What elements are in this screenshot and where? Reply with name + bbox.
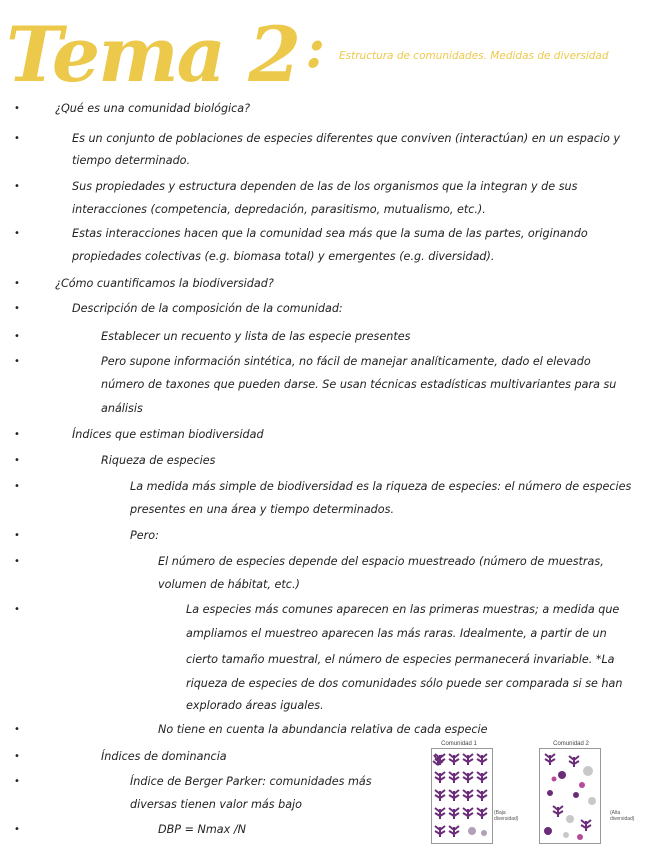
text-line: Estas interacciones hacen que la comunidad sea más que la suma de las partes, originando xyxy=(72,227,588,240)
community-2-title: Comunidad 2 xyxy=(553,741,589,747)
bullet: • xyxy=(14,530,20,541)
page-subtitle: Estructura de comunidades. Medidas de diversidad xyxy=(339,50,609,62)
bullet: • xyxy=(14,481,20,492)
text-line: DBP = Nmax /N xyxy=(158,823,246,836)
text-line: ampliamos el muestreo aparecen las más raras. Idealmente, a partir de un xyxy=(186,627,607,640)
bullet: • xyxy=(14,556,20,567)
text-line: Pero: xyxy=(130,529,159,542)
community-2-plants xyxy=(540,749,600,843)
bullet: • xyxy=(14,303,20,314)
bullet: • xyxy=(14,724,20,735)
text-line: Sus propiedades y estructura dependen de las de los organismos que la integran y de sus xyxy=(72,180,578,193)
text-line: presentes en una área y tiempo determinados. xyxy=(130,503,395,516)
text-line: Es un conjunto de poblaciones de especies diferentes que conviven (interactúan) en un espacio y xyxy=(72,132,620,145)
community-1-title: Comunidad 1 xyxy=(441,741,477,747)
bullet: • xyxy=(14,103,20,114)
bullet: • xyxy=(14,429,20,440)
text-line: El número de especies depende del espacio muestreado (número de muestras, xyxy=(158,555,604,568)
bullet: • xyxy=(14,228,20,239)
text-line: ¿Qué es una comunidad biológica? xyxy=(55,102,251,115)
bullet: • xyxy=(14,824,20,835)
text-line: Índice de Berger Parker: comunidades más xyxy=(130,775,372,788)
page-title: Tema 2 : xyxy=(6,10,324,99)
text-line: Establecer un recuento y lista de las especie presentes xyxy=(101,330,411,343)
text-line: análisis xyxy=(101,402,143,415)
text-line: Pero supone información sintética, no fácil de manejar analíticamente, dado el elevado xyxy=(101,355,591,368)
community-2-label: (Alta diversidad) xyxy=(610,810,635,822)
bullet: • xyxy=(14,604,20,615)
community-1-label: (Baja diversidad) xyxy=(494,810,519,822)
text-line: Índices de dominancia xyxy=(101,750,227,763)
text-line: Índices que estiman biodiversidad xyxy=(72,428,264,441)
text-line: La especies más comunes aparecen en las primeras muestras; a medida que xyxy=(186,603,620,616)
text-line: explorado áreas iguales. xyxy=(186,699,324,712)
text-line: cierto tamaño muestral, el número de especies permanecerá invariable. *La xyxy=(186,653,615,666)
bullet: • xyxy=(14,278,20,289)
text-line: interacciones (competencia, depredación, parasitismo, mutualismo, etc.). xyxy=(72,203,486,216)
bullet: • xyxy=(14,356,20,367)
bullet: • xyxy=(14,133,20,144)
text-line: Riqueza de especies xyxy=(101,454,216,467)
bullet: • xyxy=(14,181,20,192)
community-1-plants xyxy=(432,749,492,843)
text-line: volumen de hábitat, etc.) xyxy=(158,578,300,591)
text-line: tiempo determinado. xyxy=(72,154,191,167)
text-line: número de taxones que pueden darse. Se usan técnicas estadísticas multivariantes para su xyxy=(101,378,617,391)
bullet: • xyxy=(14,776,20,787)
bullet: • xyxy=(14,331,20,342)
bullet: • xyxy=(14,751,20,762)
text-line: No tiene en cuenta la abundancia relativa de cada especie xyxy=(158,723,488,736)
bullet: • xyxy=(14,455,20,466)
text-line: Descripción de la composición de la comunidad: xyxy=(72,302,343,315)
text-line: ¿Cómo cuantificamos la biodiversidad? xyxy=(55,277,274,290)
text-line: riqueza de especies de dos comunidades sólo puede ser comparada si se han xyxy=(186,677,623,690)
community-1-diagram xyxy=(431,748,493,844)
text-line: propiedades colectivas (e.g. biomasa total) y emergentes (e.g. diversidad). xyxy=(72,250,495,263)
text-line: La medida más simple de biodiversidad es la riqueza de especies: el número de especies xyxy=(130,480,632,493)
community-2-diagram xyxy=(539,748,601,844)
text-line: diversas tienen valor más bajo xyxy=(130,798,303,811)
